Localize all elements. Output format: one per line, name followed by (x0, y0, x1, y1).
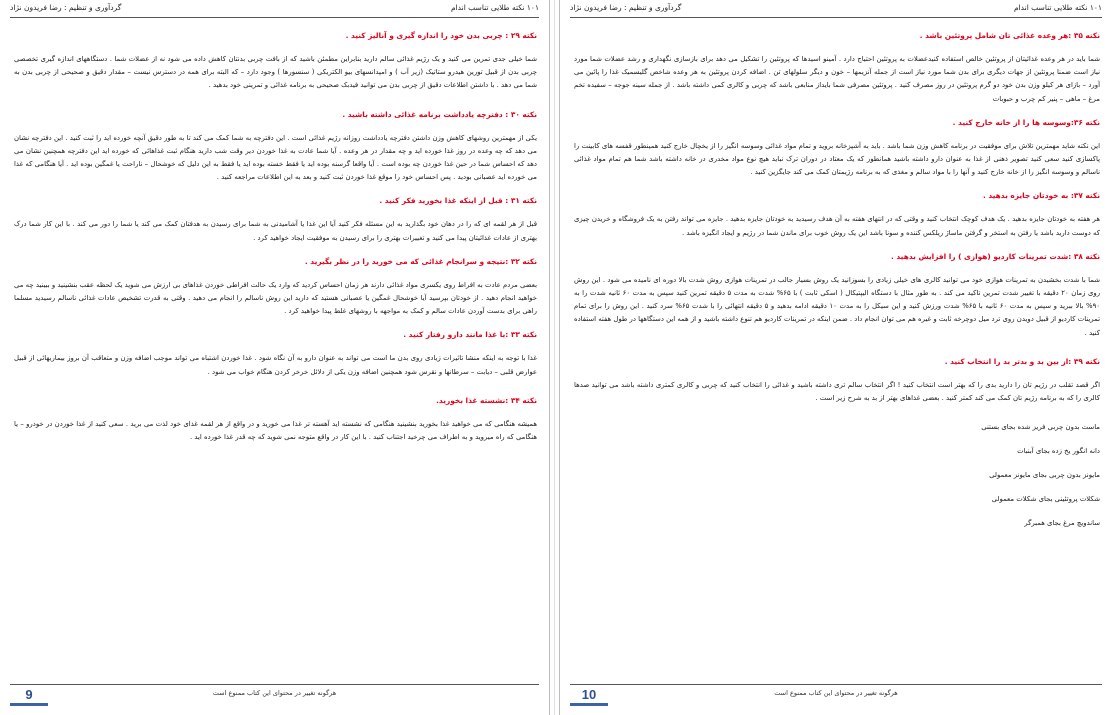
page-content (14, 30, 537, 455)
page-number: 9 (10, 687, 48, 706)
page-footer (10, 684, 539, 707)
tip-29-body: شما خیلی جدی تمرین می کنید و یک رژیم غذائی سالم دارید بنابراین مطمئن باشید که از بافت چربی بدنتان کاهش داده می شود نه از عضلات شما . دستگاههای اندازه گیری تخصصی چربی بدن از قبیل تورین هیدرو ستاتیک (زیر آب ) و امپدانسهای بیو الکتریکی ( سنسورها ) وجود دارد – که البته برای همه در دسترس نیست – مقدار دقیق و صحیحی از چربی بدن به شما می دهد . با داشتن اطلاعات دقیق از چربی بدن می توانید فیدبک صحیحی به برنامه غذائی و تمرینی خود بدهید . (14, 55, 537, 90)
header-book-title: ۱۰۱ نکته طلایی تناسب اندام (450, 3, 539, 12)
footer-copyright-note: هرگونه تغییر در محتوای این کتاب ممنوع است (212, 689, 337, 697)
page-content (574, 30, 1100, 541)
tip-36-body: این نکته شاید مهمترین تلاش برای موفقیت در برنامه کاهش وزن شما باشد . باید به آشپزخانه بروید و تمام مواد غذائی وسوسه انگیز را از یخچال خارج کنید همینطور قفسه های کابینت را پاکسازی کنید سعی کنید تصویر ذهنی از غذا به عنوان دارو داشته باشید همانطور که یک معتاد در دوران ترک نباید هیچ نوع مواد مخدری در خانه داشته باشد شما هم تمام مواد غذائی ناسالم و وسوسه انگیز را از خانه خارج کنید و آنها را با مواد سالم و مغذی که به برنامه رژیمتان کمک می کند جایگزین کنید . (574, 141, 1100, 177)
list-item: ماست بدون چربی فریز شده بجای بستنی (981, 423, 1100, 432)
page-header (570, 3, 1102, 18)
tip-38-body: شما با شدت بخشیدن به تمرینات هوازی خود می توانید کالری های خیلی زیادی را بسوزانید یک روش بسیار جالب در تمرینات هوازی روش شدت بالا دوره ای نامیده می شود . این روش روی زمان ۲۰ دقیقه با تغییر شدت تمرین تاکید می کند . به طور مثال با دستگاه الیپتیکال ( اسکی ثابت ) با ۶۵% شدت به مدت ۵ دقیقه تمرین کنید سپس به مدت ۶۰ ثانیه شدت را به ۹۰% بالا ببرید و سپس به مدت ۶۰ ثانیه با ۶۵% شدت ورزش کنید و این سیکل را به مدت ۱۰ دقیقه ادامه بدهید و ۵ دقیقه انتهائی را با شدت ۶۵% سرد کنید . این روش را برای تمام تمرینات کاردیو از قبیل دویدن روی ترد میل دوچرخه ثابت و غیره هم می توان انجام داد . ضمن اینکه در تمرینات کاردیو هم تنوع داشته باشید و از همه این دستگاهها در طول هفته استفاده کنید . (574, 275, 1101, 337)
tip-31-title: نکته ۳۱ : قبل از اینکه غذا بخورید فکر کنید . (379, 196, 537, 206)
tip-39-title: نکته ۳۹ :از بین بد و بدتر بد را انتخاب کنید . (944, 356, 1100, 366)
tip-32-body: بعضی مردم عادت به افراط روی یکسری مواد غذائی دارند هر زمان احساس کردید که وارد یک حالت افراطی خوردن غذاهای بی ارزش می شوید یک لحظه عقب بنشینید و ببینید چه می خواهید انجام دهید . از خودتان بپرسید آیا خوشحال غمگین یا عصبانی هستید که دارید این روش ناسالم را انجام می دهید . وقتی به قدرت تشخیص عادات غذائی ناسالم رسیدید مسلما راهی برای بدست آوردن عادات سالم و کمک به مواجهه با روشهای غلط پیدا خواهید کرد . (14, 280, 537, 316)
header-author: گردآوری و تنظیم : رضا فریدون نژاد (570, 3, 682, 12)
page-number: 10 (570, 687, 608, 706)
tip-32-title: نکته ۳۲ :نتیجه و سرانجام غذائی که می خورید را در نظر بگیرید . (304, 256, 537, 266)
page-footer (570, 684, 1102, 707)
list-item: ساندویچ مرغ بجای همبرگر (1024, 519, 1100, 528)
tip-37-title: نکته ۳۷: به خودتان جایزه بدهید . (983, 191, 1100, 201)
list-item: شکلات پروتئینی بجای شکلات معمولی (991, 495, 1100, 504)
tip-34-body: همیشه هنگامی که می خواهید غذا بخورید بنشینید هنگامی که نشسته اید آهسته تر غذا می خورید و در واقع از هر لقمه غذای خود لذت می برید . سعی کنید از غذا خوردن در خودرو – یا هنگامی که راه میروید و به اطراف می چرخید اجتناب کنید . با این کار در واقع متوجه نمی شوید که چه قدر غذا خورده اید . (14, 419, 537, 442)
tip-33-title: نکته ۳۳ :با غذا مانند دارو رفتار کنید . (403, 330, 537, 340)
tip-36-title: نکته ۳۶:وسوسه ها را از خانه خارج کنید . (952, 117, 1100, 127)
tip-37-body: هر هفته به خودتان جایزه بدهید . یک هدف کوچک انتخاب کنید و وقتی که در انتهای هفته به آن هدف رسیدید به خودتان جایزه بدهید . جایزه می تواند رفتن به یک فروشگاه و خریدن چیزی که دوست دارید باشد یا رفتن به استخر و گرفتن ماساژ ریلکس کننده و سونا باشد این یک روش خوب برای ماندن شما در رژیم و ایجاد انگیزه باشد . (574, 215, 1100, 237)
tip-39-body: اگر قصد تقلب در رژیم تان را دارید بدی را که بهتر است انتخاب کنید ! اگر انتخاب سالم تری داشته باشید و غذائی را انتخاب کنید که چربی و کالری کمتری داشته باشد می توانید صدها کالری را که به برنامه رژیم تان کمک می کند کمتر کنید . بعضی غذاهای بهتر از بد به شرح زیر است . (574, 380, 1100, 403)
tip-31-body: قبل از هر لقمه ای که را در دهان خود بگذارید به این مسئله فکر کنید آیا این غذا یا آشامیدنی به شما برای رسیدن به هدفتان کمک می کند یا شما را دور می کند . با این کار شما درک بهتری از عادات غذائیتان پیدا می کنید و تغییرات بهتری را برای رسیدن به موفقیت ایجاد خواهید کرد . (14, 220, 537, 242)
tip-30-title: نکته ۳۰ : دفترچه یادداشت برنامه غذائی داشته باشید . (342, 109, 537, 119)
tip-29-title: نکته ۲۹ : چربی بدن خود را اندازه گیری و آنالیز کنید . (345, 31, 537, 40)
header-author: گردآوری و تنظیم : رضا فریدون نژاد (10, 3, 122, 12)
footer-copyright-note: هرگونه تغییر در محتوای این کتاب ممنوع است (774, 689, 898, 697)
page-header (10, 3, 539, 18)
page-gutter (549, 0, 560, 715)
list-item: دانه انگور یخ زده بجای آبنبات (1017, 447, 1100, 456)
tip-38-title: نکته ۳۸ :شدت تمرینات کاردیو (هوازی ) را افزایش بدهید . (891, 251, 1100, 261)
list-item: مایونز بدون چربی بجای مایونز معمولی (989, 471, 1100, 480)
page-9 (0, 0, 549, 715)
tip-34-title: نکته ۳۴ :نشسته غذا بخورید. (436, 395, 537, 405)
page-10 (560, 0, 1112, 715)
tip-35-body: شما باید در هر وعده غذائیتان از پروتئین خالص استفاده کنیدعضلات به پروتئین احتیاج دارد . آمینو اسیدها که پروتئین را تشکیل می دهد برای بازسازی نگهداری و رشد عضلات شما مورد نیاز است ضمنا پروتئین از جهات دیگری برای بدن شما مورد نیاز است از جمله آنزیمها – خون و دیگر سلولهای تن . اضافه کردن پروتئین به هر وعده شاخص گلیسمیک غذا را پائین می آورد – بازای هر کیلو وزن بدن خود دو گرم پروتئین در روز مصرف کنید . پروتئین مصرفی شما بایداز منابعی باشد که چربی و کالری کمی داشته باشد . از جمله سینه جوجه – سفیده تخم مرغ – ماهی – پنیر کم چرب و حبوبات (574, 55, 1100, 103)
tip-30-body: یکی از مهمترین روشهای کاهش وزن داشتن دفترچه یادداشت روزانه رژیم غذائی است . این دفترچه به شما کمک می کند تا به طور دقیق آنچه خورده اید را ثبت کنید . این دفترچه نشان می دهد که چه وعده در روز غذا خورده اید و چه مقدار در هر وعده . آیا شما عادت به غذا خوردن دیر وقت شب دارید هنگام ثبت غذاهائی که خورده اید این دفترچه همچنین نشان می دهد که احساس شما در حین غذا خوردن چه بوده است . آیا واقعا گرسنه بوده اید یا فقط خسته بوده اید یا فقط به این دلیل که خوشحال – ناراحت یا غمگین بوده اید . آیا هنگامی که غذا می خورده اید عصبانی بودید . پس احساس خود را موقع غذا خوردن ثبت کنید و بعد به این اطلاعات مراجعه کنید . (14, 133, 537, 182)
tip-35-title: نکته ۳۵ :هر وعده غذائی تان شامل پروتئین باشد . (919, 31, 1100, 40)
header-book-title: ۱۰۱ نکته طلایی تناسب اندام (1013, 3, 1102, 12)
tip-33-body: غذا با توجه به اینکه منشا تاثیرات زیادی روی بدن ما است می تواند به عنوان دارو به آن نگاه شود . غذا خوردن اشتباه می تواند موجب اضافه وزن و متعاقب آن بروز بیماریهائی از قبیل عوارض قلبی – دیابت – سرطانها و نقرس شود همچنین اضافه وزن یکی از دلائل خرخر کردن هنگام خواب می شود . (14, 354, 537, 376)
